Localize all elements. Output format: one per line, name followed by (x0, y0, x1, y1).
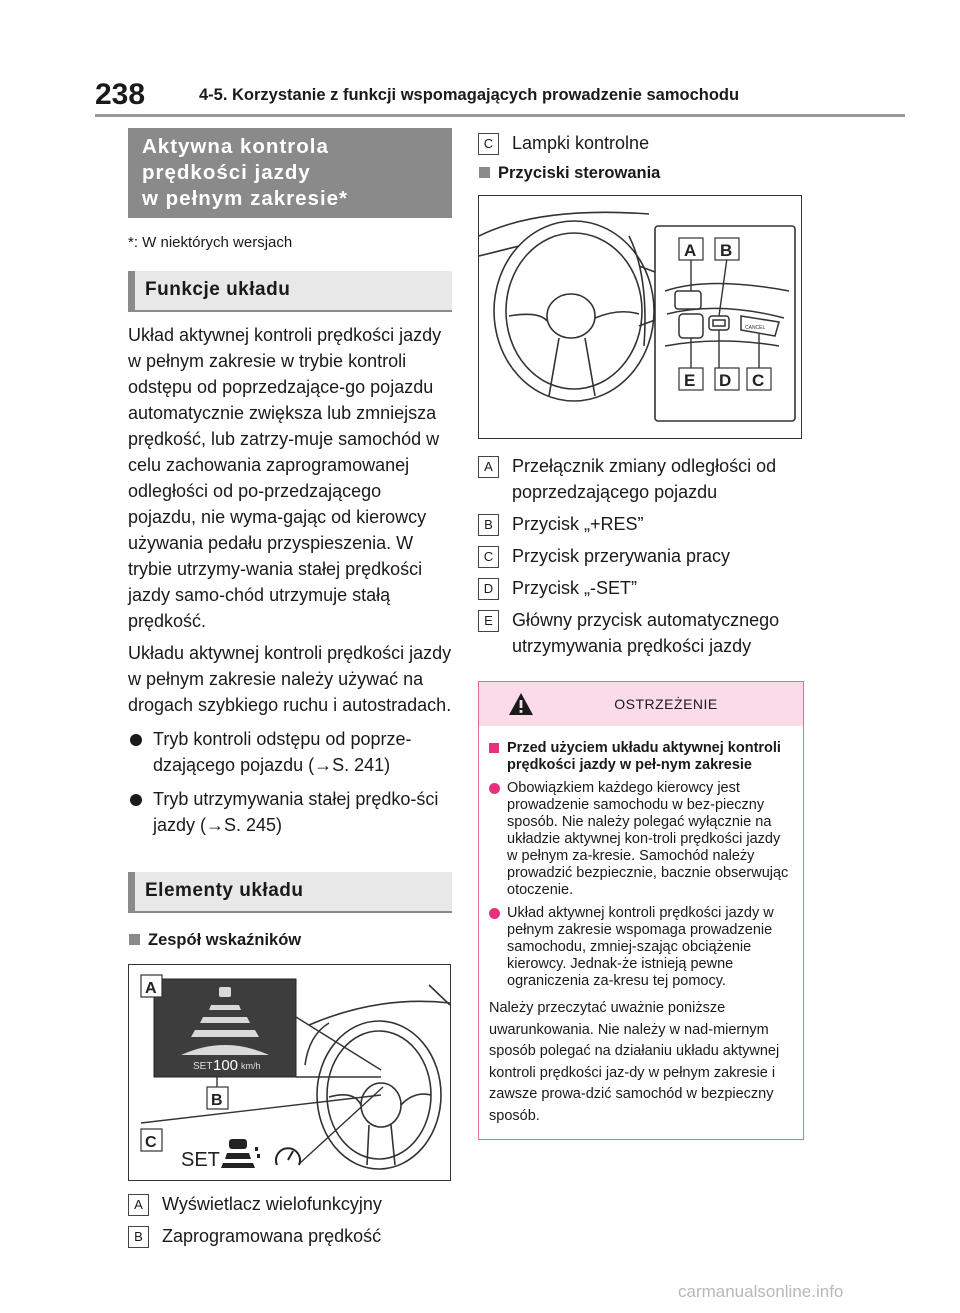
watermark: carmanualsonline.info (678, 1282, 844, 1301)
functions-bullet-2 (128, 786, 452, 838)
warning-header (479, 682, 803, 726)
legend-row-c (478, 543, 804, 569)
warning-body (479, 726, 803, 1139)
legend-letter-box: D (478, 578, 499, 600)
control-buttons-figure (478, 195, 802, 439)
warning-bullet-text: Obowiązkiem każdego kierowcy jest prowadzenie samochodu w bez-pieczny sposób. Nie należy polegać wyłącznie na układzie aktywnej kon-troli prędkości jazdy w pełnym za-kresie. Samochód należy prowadzić bezpiecznie, bacznie obserwując otoczenie. (507, 780, 789, 898)
callout-c: C (145, 1134, 157, 1151)
section-title: 4-5. Korzystanie z funkcji wspomagających prowadzenie samochodu (199, 86, 740, 104)
legend-row-e (478, 607, 804, 659)
elements-heading: Elementy układu (128, 872, 452, 913)
bullet-text: Tryb kontroli odstępu od poprze-dzającego pojazdu (→S. 241) (153, 729, 412, 775)
callout-d: D (719, 371, 732, 390)
callout-c: C (752, 371, 765, 390)
display-set-text: SET (193, 1061, 213, 1072)
functions-paragraph-2: Układu aktywnej kontroli prędkości jazdy w pełnym zakresie należy używać na drogach szybkiego ruchu i autostradach. (128, 643, 452, 715)
legend-letter-box: C (478, 133, 499, 155)
warning-bullet-2 (489, 905, 791, 990)
steering-controls-illustration (479, 196, 801, 438)
callout-a: A (684, 241, 697, 260)
title-line-2: prędkości jazdy (142, 161, 311, 184)
control-buttons-heading (478, 164, 804, 183)
cruise-radar-icon (221, 1139, 260, 1168)
left-column (128, 128, 452, 1249)
cancel-button-text: CANCEL (745, 325, 766, 331)
legend-letter-box: B (478, 514, 499, 536)
legend-letter-box: A (478, 456, 499, 478)
legend-text: Lampki kontrolne (512, 133, 650, 153)
legend-text: Przycisk „+RES” (512, 514, 644, 534)
right-column (478, 128, 804, 1140)
warning-bullet-text: Układ aktywnej kontroli prędkości jazdy w pełnym zakresie wspomaga prowadzenie samochodu, zmniej-szając obciążenie kierowcy. Jednak-że istnieją pewne ograniczenia za-kresu tej pomocy. (507, 905, 774, 989)
indicator-set-text: SET (181, 1149, 220, 1171)
square-bullet-icon (489, 743, 499, 753)
display-speed-unit: km/h (241, 1061, 261, 1071)
footnote: *: W niektórych wersjach (128, 234, 293, 251)
legend-text: Zaprogramowana prędkość (162, 1226, 382, 1246)
square-bullet-icon (129, 934, 140, 945)
bullet-dot-icon (489, 783, 500, 794)
warning-subheading (489, 740, 791, 774)
warning-bullet-1 (489, 780, 791, 899)
warning-title: OSTRZEŻENIE (614, 696, 718, 712)
legend-row-c (478, 130, 804, 156)
page-header (95, 72, 905, 116)
legend-text: Przycisk przerywania pracy (512, 546, 731, 566)
legend-letter-box: B (128, 1226, 149, 1248)
instrument-cluster-heading (128, 931, 452, 950)
legend-row-a (478, 453, 804, 505)
legend-row-d (478, 575, 804, 601)
functions-bullet-1 (128, 726, 452, 778)
bullet-dot-icon (130, 734, 142, 746)
chapter-title-box (128, 128, 452, 218)
legend-text: Przycisk „-SET” (512, 578, 637, 598)
title-line-3: w pełnym zakresie* (142, 187, 349, 210)
callout-a: A (145, 980, 157, 997)
bullet-dot-icon (489, 908, 500, 919)
legend-letter-box: A (128, 1194, 149, 1216)
legend-letter-box: C (478, 546, 499, 568)
warning-triangle-icon (508, 692, 534, 716)
warning-subheading-text: Przed użyciem układu aktywnej kontroli prędkości jazdy w peł-nym zakresie (507, 740, 781, 773)
legend-letter-box: E (478, 610, 499, 632)
page-number: 238 (95, 78, 146, 111)
warning-paragraph: Należy przeczytać uważnie poniższe uwarunkowania. Nie należy w nad-miernym sposób polegać na działaniu układu aktywnej kontroli prędkości jaz-dy w pełnym zakresie i zawsze prowa-dzić samochód w bezpieczny sposób. (489, 1000, 780, 1124)
callout-b: B (720, 241, 733, 260)
instrument-cluster-illustration (129, 965, 450, 1180)
instrument-cluster-heading-text: Zespół wskaźników (148, 931, 302, 949)
control-buttons-heading-text: Przyciski sterowania (498, 164, 661, 182)
callout-e: E (684, 371, 696, 390)
title-line-1: Aktywna kontrola (142, 135, 329, 158)
speedometer-icon (276, 1148, 300, 1165)
functions-heading: Funkcje układu (128, 271, 452, 312)
functions-paragraph-1: Układ aktywnej kontroli prędkości jazdy w pełnym zakresie w trybie kontroli odstępu od poprzedzające-go pojazdu automatycznie zwiększa lub zmniejsza prędkość, lub zatrzy-muje samochód w celu zachowania zaprogramowanej odległości od po-przedzającego pojazdu, nie wyma-gając od kierowcy używania pedału przyspieszenia. W trybie utrzymy-wania stałej prędkości jazdy samo-chód utrzymuje stałą prędkość. (128, 325, 442, 631)
callout-b: B (211, 1092, 223, 1109)
square-bullet-icon (479, 167, 490, 178)
bullet-text: Tryb utrzymywania stałej prędko-ści jazdy (→S. 245) (153, 789, 439, 835)
legend-text: Przełącznik zmiany odległości od poprzedzającego pojazdu (512, 456, 777, 502)
legend-text: Wyświetlacz wielofunkcyjny (162, 1194, 382, 1214)
instrument-cluster-figure (128, 964, 451, 1181)
warning-box (478, 681, 804, 1140)
legend-row-b (128, 1223, 452, 1249)
display-speed-value: 100 (213, 1057, 239, 1074)
legend-row-b (478, 511, 804, 537)
legend-text: Główny przycisk automatycznego utrzymywania prędkości jazdy (512, 610, 780, 656)
header-rule (95, 114, 905, 117)
bullet-dot-icon (130, 794, 142, 806)
legend-row-a (128, 1191, 452, 1217)
